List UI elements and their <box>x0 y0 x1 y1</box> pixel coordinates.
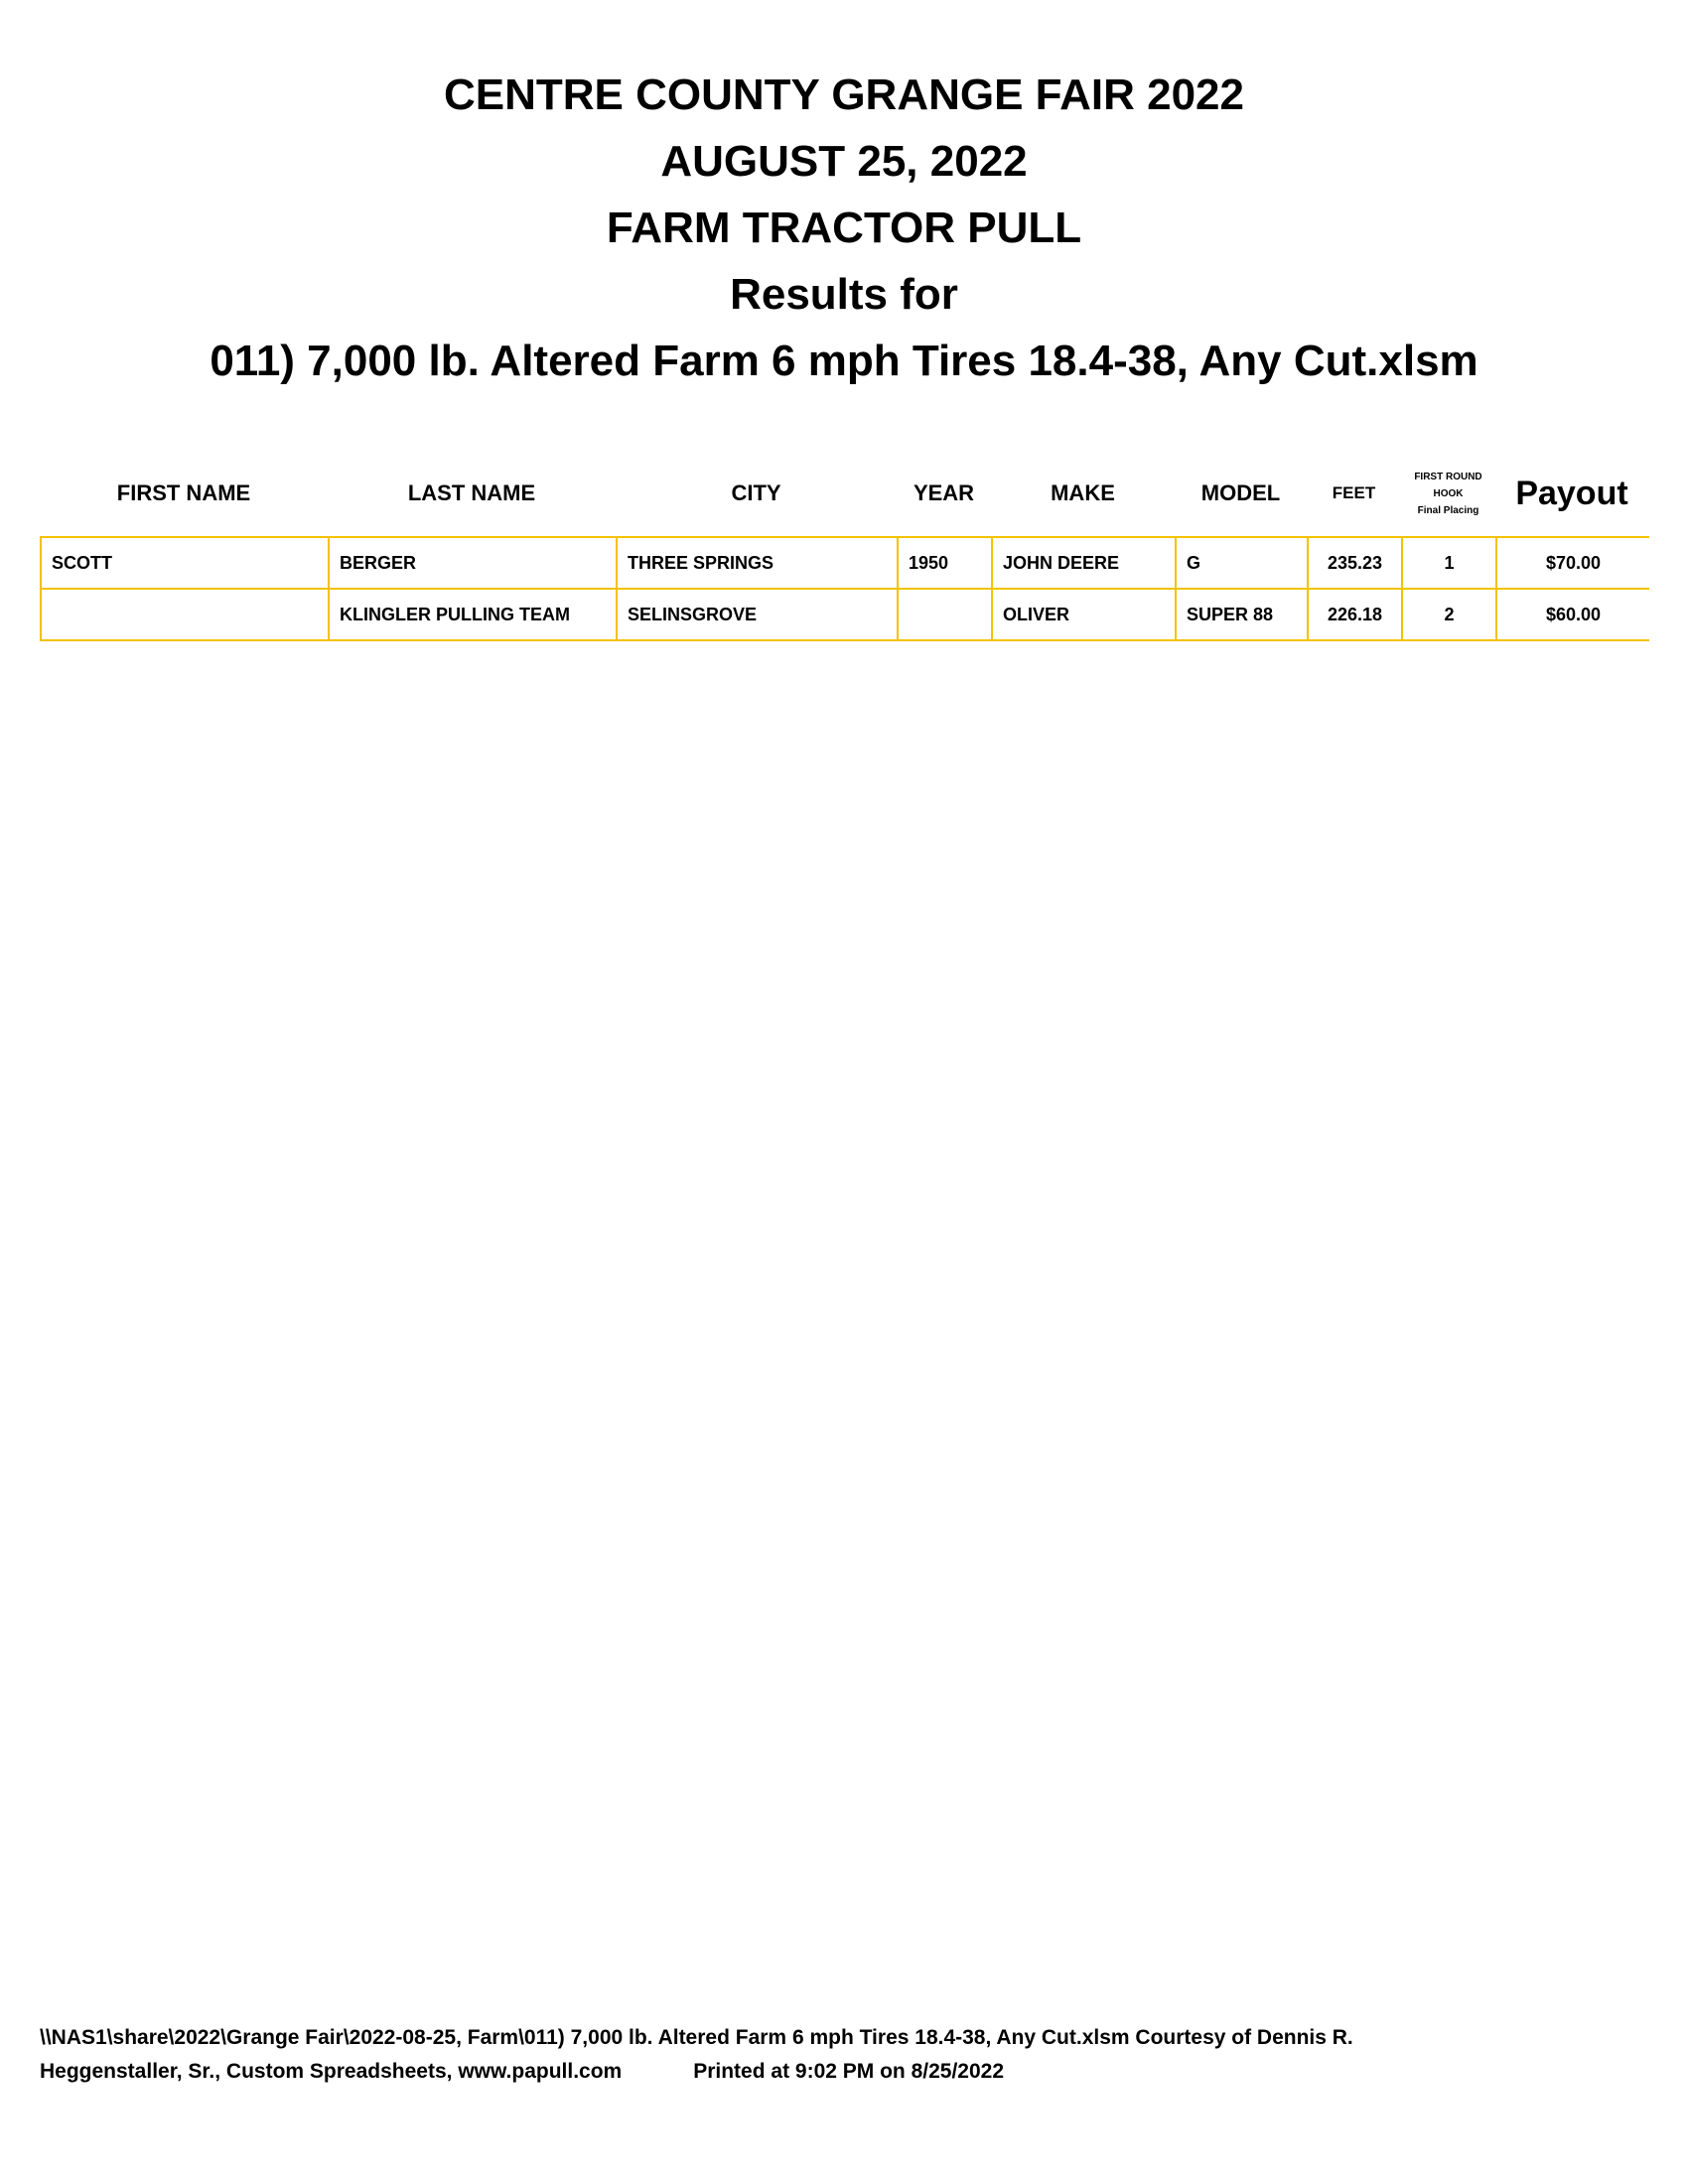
cell-placing: 1 <box>1402 537 1496 589</box>
results-table <box>40 536 1649 641</box>
header-hook-line2: HOOK <box>1433 487 1464 499</box>
footer-credits: Heggenstaller, Sr., Custom Spreadsheets, www.papull.com <box>40 2060 623 2083</box>
footer-file-path: \\NAS1\share\2022\Grange Fair\2022-08-25, Farm\011) 7,000 lb. Altered Farm 6 mph Tires 18.4-38, Any Cut.xlsm Courtesy of Dennis R. <box>40 2026 1353 2049</box>
report-title <box>0 62 1688 394</box>
page-footer <box>40 2021 1658 2089</box>
cell-payout: $70.00 <box>1496 537 1649 589</box>
cell-model: SUPER 88 <box>1176 589 1308 640</box>
results-label: Results for <box>730 270 958 319</box>
cell-year: 1950 <box>898 537 992 589</box>
footer-printed-at: Printed at 9:02 PM on 8/25/2022 <box>693 2060 1005 2083</box>
cell-year <box>898 589 992 640</box>
header-city: CITY <box>731 480 781 505</box>
header-hook-line1: FIRST ROUND <box>1414 471 1482 482</box>
cell-make: JOHN DEERE <box>992 537 1176 589</box>
cell-model: G <box>1176 537 1308 589</box>
class-name: 011) 7,000 lb. Altered Farm 6 mph Tires 18.4-38, Any Cut.xlsm <box>210 337 1478 385</box>
header-hook-line3: Final Placing <box>1417 504 1479 516</box>
cell-city: THREE SPRINGS <box>617 537 898 589</box>
header-hook-placing <box>1401 459 1495 528</box>
cell-feet: 235.23 <box>1308 537 1402 589</box>
header-first-name: FIRST NAME <box>116 480 251 505</box>
header-model: MODEL <box>1200 480 1281 505</box>
header-make: MAKE <box>1051 480 1115 505</box>
cell-make: OLIVER <box>992 589 1176 640</box>
cell-placing: 2 <box>1402 589 1496 640</box>
header-feet: FEET <box>1332 483 1376 502</box>
cell-first-name <box>41 589 329 640</box>
event-type: FARM TRACTOR PULL <box>606 204 1082 252</box>
table-row <box>41 589 1649 640</box>
table-header <box>40 459 1648 528</box>
header-year: YEAR <box>913 480 975 505</box>
footer-credits-line <box>40 2055 1658 2089</box>
cell-last-name: BERGER <box>329 537 617 589</box>
header-last-name: LAST NAME <box>407 480 536 505</box>
cell-payout: $60.00 <box>1496 589 1649 640</box>
event-title: CENTRE COUNTY GRANGE FAIR 2022 <box>443 70 1244 119</box>
table-row <box>41 537 1649 589</box>
event-date: AUGUST 25, 2022 <box>660 137 1028 186</box>
cell-city: SELINSGROVE <box>617 589 898 640</box>
cell-last-name: KLINGLER PULLING TEAM <box>329 589 617 640</box>
cell-feet: 226.18 <box>1308 589 1402 640</box>
cell-first-name: SCOTT <box>41 537 329 589</box>
header-payout: Payout <box>1515 474 1628 512</box>
